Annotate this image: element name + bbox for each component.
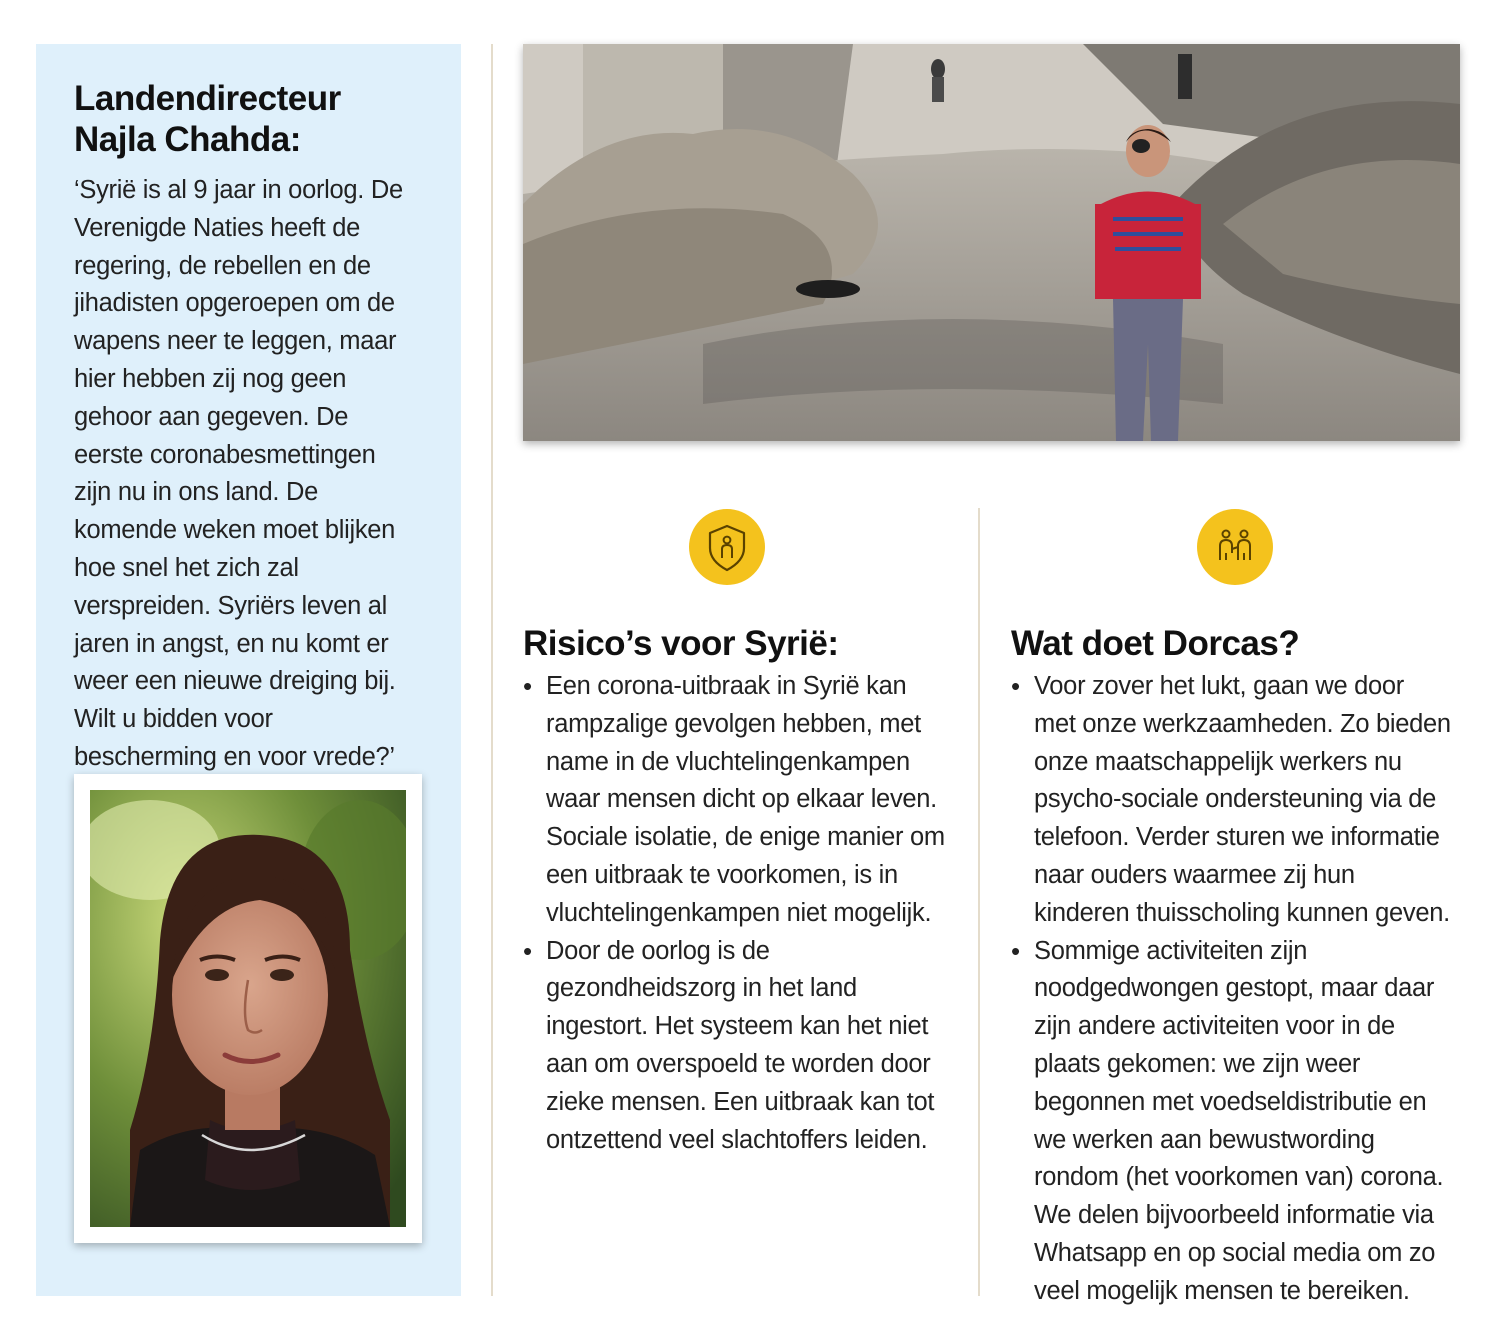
list-item: • Voor zover het lukt, gaan we door met onze werkzaamheden. Zo bieden onze maatschappelijk werkers nu psycho-sociale ondersteuning via de telefoon. Verder sturen we informatie naar ouders waarmee zij hun kinderen thuisscholing kunnen geven. bbox=[1011, 668, 1451, 933]
column-divider-secondary bbox=[978, 508, 980, 1296]
helping-people-icon bbox=[1197, 509, 1273, 585]
risks-heading: Risico’s voor Syrië: bbox=[523, 624, 839, 663]
risks-list bbox=[523, 668, 953, 1159]
shield-person-icon bbox=[689, 509, 765, 585]
dorcas-heading: Wat doet Dorcas? bbox=[1011, 624, 1300, 663]
list-item: • Door de oorlog is de gezondheidszorg in het land ingestort. Het systeem kan het niet aan om overspoeld te worden door zieke mensen. Een uitbraak kan tot ontzettend veel slachtoffers leiden. bbox=[523, 933, 953, 1160]
list-item: • Een corona-uitbraak in Syrië kan rampzalige gevolgen hebben, met name in de vluchtelingenkampen waar mensen dicht op elkaar leven. Sociale isolatie, de enige manier om een uitbraak te voorkomen, is in vluchtelingenkampen niet mogelijk. bbox=[523, 668, 953, 933]
portrait-photo-frame bbox=[74, 774, 422, 1243]
dorcas-column bbox=[1011, 622, 1451, 1311]
sidebar-quote: ‘Syrië is al 9 jaar in oorlog. De Verenigde Naties heeft de regering, de rebellen en de jihadisten opgeroepen om de wapens neer te leggen, maar hier hebben zij nog geen gehoor aan gegeven. De eerste coronabesmettingen zijn nu in ons land. De komende weken moet blijken hoe snel het zich zal verspreiden. Syriërs leven al jaren in angst, en nu komt er weer een nieuwe dreiging bij. Wilt u bidden voor bescherming en voor vrede?’ bbox=[74, 176, 403, 771]
portrait-photo bbox=[90, 790, 406, 1227]
risks-column bbox=[523, 622, 953, 1159]
street-photo bbox=[523, 44, 1460, 441]
list-item: • Sommige activiteiten zijn noodgedwongen gestopt, maar daar zijn andere activiteiten voor in de plaats gekomen: we zijn weer begonnen met voedseldistributie en we werken aan bewustwording rondom (het voorkomen van) corona. We delen bijvoorbeeld informatie via Whatsapp en op social media om zo veel mogelijk mensen te bereiken. bbox=[1011, 933, 1451, 1311]
street-photo-frame bbox=[523, 44, 1460, 441]
dorcas-list bbox=[1011, 668, 1451, 1311]
column-divider bbox=[491, 44, 493, 1296]
sidebar-heading: Landendirecteur Najla Chahda: bbox=[74, 79, 341, 159]
